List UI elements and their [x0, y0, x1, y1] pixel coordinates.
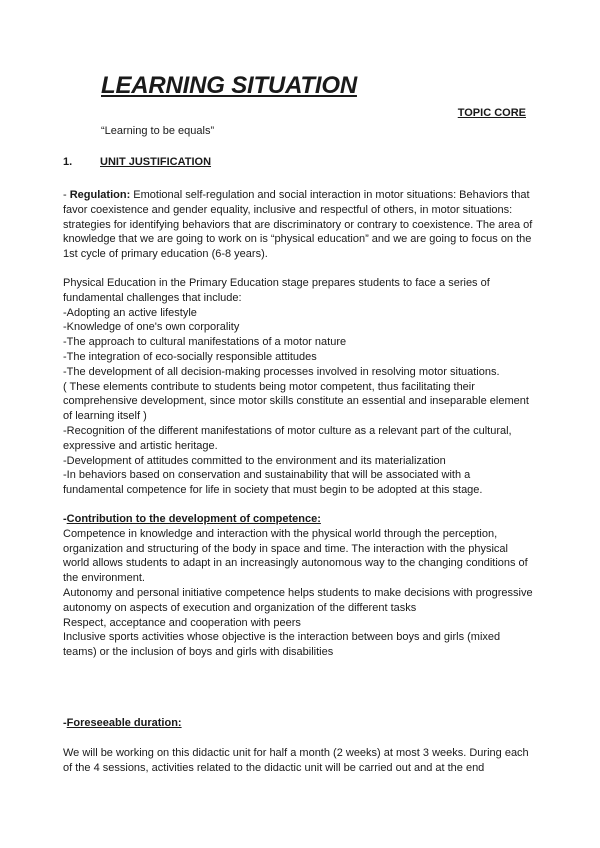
pe-intro: Physical Education in the Primary Education stage prepares students to face a series of fundamental challenges that include: — [63, 277, 490, 304]
duration-text: We will be working on this didactic unit for half a month (2 weeks) at most 3 weeks. During each of the 4 sessions, activities related to the didactic unit will be carried out and at the end — [63, 747, 529, 774]
section-number: 1. — [63, 156, 73, 168]
list-item: -Recognition of the different manifestations of motor culture as a relevant part of the cultural, expressive and artistic heritage. — [63, 424, 512, 452]
competence-heading — [63, 512, 533, 527]
competence-dash: - — [63, 513, 67, 525]
document-subtitle: “Learning to be equals” — [101, 125, 215, 137]
regulation-label: Regulation: — [69, 189, 131, 201]
list-item: -In behaviors based on conservation and sustainability that will be associated with a fundamental competence for life in society that must begin to be adopted at this stage. — [63, 469, 483, 497]
regulation-text: Emotional self-regulation and social interaction in motor situations: Behaviors that favor coexistence and gender equality, inclusive and respectful of others, in motor situations: strategies for identifying behaviors that are discriminatory or contrary to coexistence. The area of knowledge that we are going to work on is “physical education” and we are going to focus on the 1st cycle of primary education (6-8 years). — [63, 189, 533, 261]
regulation-paragraph — [63, 188, 533, 262]
list-item: -Adopting an active lifestyle — [63, 306, 197, 319]
physical-education-block — [63, 276, 533, 498]
duration-heading — [63, 716, 533, 731]
competence-paragraph: Autonomy and personal initiative competence helps students to make decisions with progressive autonomy on aspects of execution and organization of the different tasks — [63, 586, 533, 614]
list-item: -Development of attitudes committed to the environment and its materialization — [63, 454, 446, 467]
list-item: -The approach to cultural manifestations of a motor nature — [63, 336, 347, 349]
list-item: -The integration of eco-socially responsible attitudes — [63, 350, 317, 363]
section-heading-text: UNIT JUSTIFICATION — [100, 156, 212, 168]
competence-block — [63, 512, 533, 660]
competence-paragraph: Respect, acceptance and cooperation with peers — [63, 616, 301, 629]
duration-dash: - — [63, 717, 67, 729]
regulation-prefix: - — [63, 189, 70, 201]
competence-paragraph: Inclusive sports activities whose objective is the interaction between boys and girls (mixed teams) or the inclusion of boys and girls with disabilities — [63, 631, 501, 659]
duration-paragraph — [63, 746, 533, 776]
duration-heading-block — [63, 716, 533, 731]
competence-heading-text: Contribution to the development of competence: — [66, 513, 321, 525]
topic-core-label: TOPIC CORE — [457, 107, 526, 119]
duration-heading-text: Foreseeable duration: — [66, 717, 182, 729]
competence-paragraph: Competence in knowledge and interaction with the physical world through the perception, organization and structuring of the body in space and time. The interaction with the physical world allows students to adapt in an increasingly autonomous way to the changing conditions of the environment. — [63, 527, 528, 585]
section-heading-unit-justification — [63, 156, 211, 168]
list-item: -The development of all decision-making processes involved in resolving motor situations. — [63, 365, 500, 378]
document-title: LEARNING SITUATION — [101, 72, 357, 99]
list-item: -Knowledge of one's own corporality — [63, 321, 240, 334]
list-item: ( These elements contribute to students being motor competent, thus facilitating their comprehensive development, since motor skills constitute an essential and inseparable element of learning itself ) — [63, 380, 529, 423]
